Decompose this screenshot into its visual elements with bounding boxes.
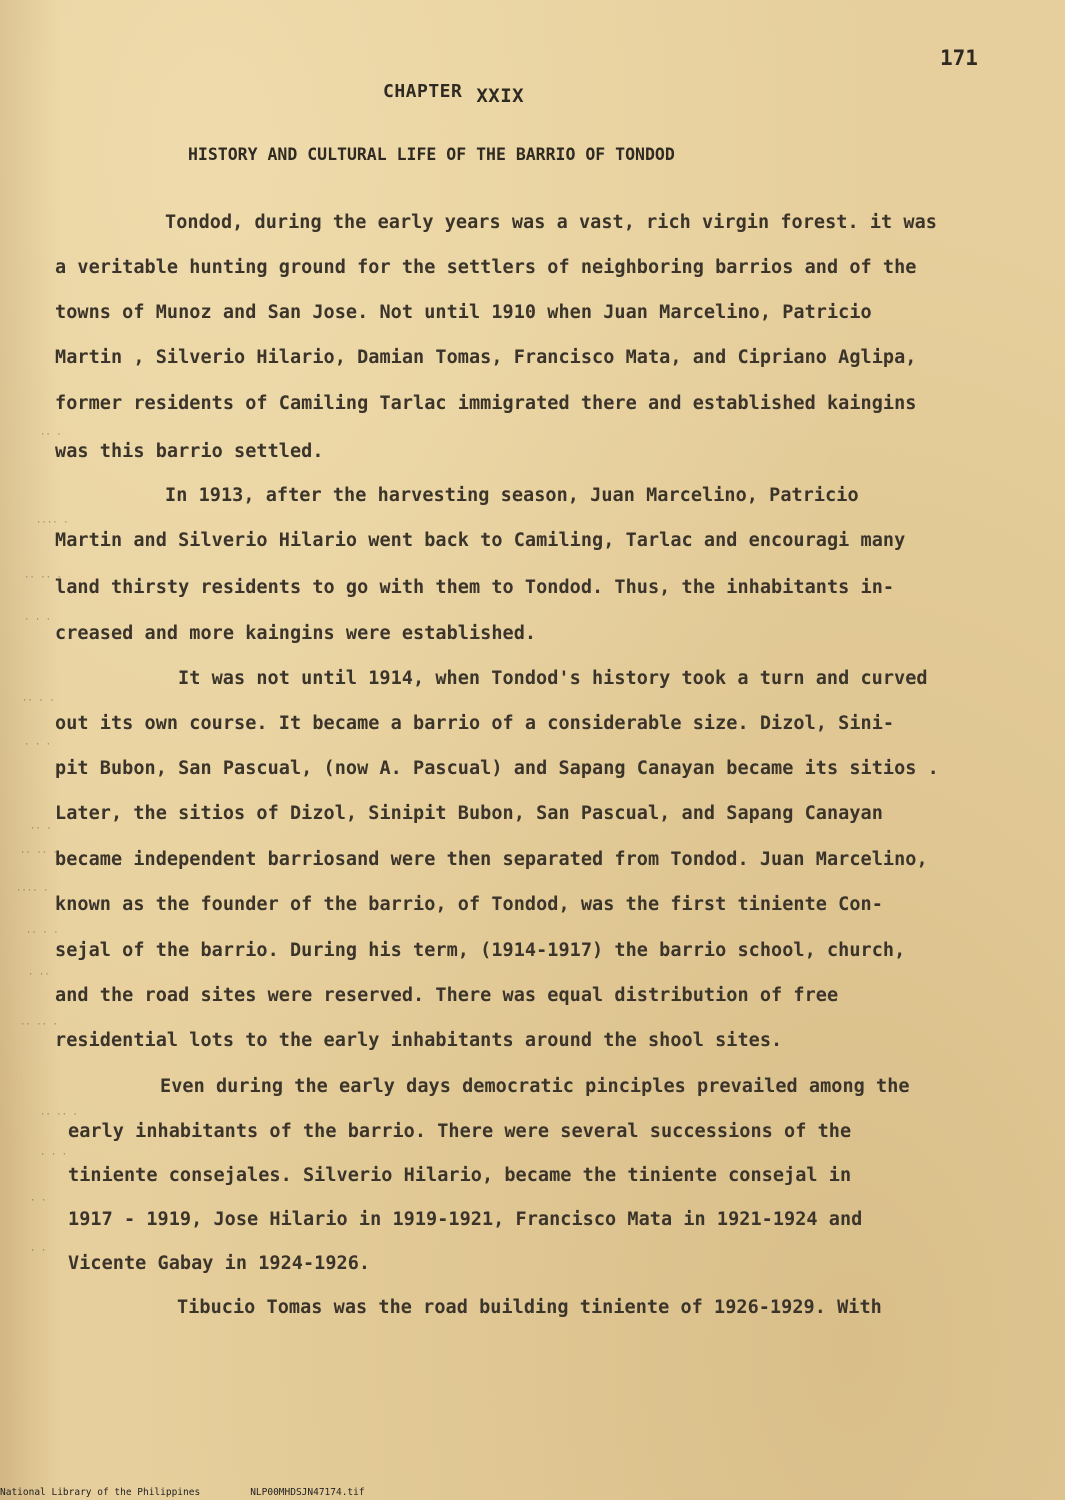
text-line: out its own course. It became a barrio of a considerable size. Dizol, Sini- <box>55 713 895 734</box>
chapter-heading <box>383 80 525 107</box>
margin-mark: ·· · · <box>22 696 55 706</box>
text-line: It was not until 1914, when Tondod's history took a turn and curved <box>178 668 928 689</box>
margin-mark: ·· ·· · <box>40 1110 78 1120</box>
margin-mark: ·· · · <box>26 928 59 938</box>
text-line: tiniente consejales. Silverio Hilario, became the tiniente consejal in <box>68 1165 852 1186</box>
margin-mark: · · <box>30 1196 47 1206</box>
scan-footer <box>0 1487 365 1498</box>
margin-mark: · · · <box>24 740 52 750</box>
text-line: towns of Munoz and San Jose. Not until 1910 when Juan Marcelino, Patricio <box>55 302 872 323</box>
document-title: HISTORY AND CULTURAL LIFE OF THE BARRIO OF TONDOD <box>188 145 675 164</box>
margin-mark: · · · <box>24 615 52 625</box>
margin-mark: · · <box>30 1246 47 1256</box>
text-line: sejal of the barrio. During his term, (1914-1917) the barrio school, church, <box>55 940 906 961</box>
text-line: Later, the sitios of Dizol, Sinipit Bubon, San Pascual, and Sapang Canayan <box>55 803 883 824</box>
text-line: 1917 - 1919, Jose Hilario in 1919-1921, Francisco Mata in 1921-1924 and <box>68 1209 863 1230</box>
chapter-number: XXIX <box>476 85 525 107</box>
text-line: known as the founder of the barrio, of Tondod, was the first tiniente Con- <box>55 894 883 915</box>
text-line: a veritable hunting ground for the settlers of neighboring barrios and of the <box>55 257 917 278</box>
margin-mark: · · · <box>40 1150 68 1160</box>
text-line: and the road sites were reserved. There was equal distribution of free <box>55 985 839 1006</box>
page-number: 171 <box>940 46 978 70</box>
margin-mark: ·· · <box>40 430 62 440</box>
text-line: creased and more kaingins were established. <box>55 623 537 644</box>
text-line: became independent barriosand were then separated from Tondod. Juan Marcelino, <box>55 849 928 870</box>
footer-file: NLP00MHDSJN47174.tif <box>250 1487 365 1498</box>
margin-mark: ···· · <box>36 518 69 528</box>
text-line: Martin and Silverio Hilario went back to Camiling, Tarlac and encouragi many <box>55 530 906 551</box>
text-line: pit Bubon, San Pascual, (now A. Pascual) and Sapang Canayan became its sitios . <box>55 758 939 779</box>
footer-library: National Library of the Philippines <box>0 1487 201 1498</box>
margin-mark: ·· ·· · <box>20 848 58 858</box>
text-line: Tondod, during the early years was a vast, rich virgin forest. it was <box>165 212 937 233</box>
margin-mark: ·· ·· · <box>24 573 62 583</box>
text-line: was this barrio settled. <box>55 441 324 462</box>
text-line: Martin , Silverio Hilario, Damian Tomas, Francisco Mata, and Cipriano Aglipa, <box>55 347 917 368</box>
text-line: Tibucio Tomas was the road building tiniente of 1926-1929. With <box>177 1297 882 1318</box>
chapter-label: CHAPTER <box>383 81 463 102</box>
text-line: Vicente Gabay in 1924-1926. <box>68 1253 371 1274</box>
margin-mark: · ·· <box>28 970 50 980</box>
text-line: residential lots to the early inhabitants around the shool sites. <box>55 1030 783 1051</box>
margin-mark: ···· · <box>16 886 49 896</box>
text-line: In 1913, after the harvesting season, Juan Marcelino, Patricio <box>165 485 859 506</box>
margin-mark: ·· ·· · <box>20 1020 58 1030</box>
text-line: former residents of Camiling Tarlac immigrated there and established kaingins <box>55 393 917 414</box>
margin-mark: ·· · <box>30 824 52 834</box>
margin-smudges <box>0 0 120 1500</box>
text-line: land thirsty residents to go with them to Tondod. Thus, the inhabitants in- <box>55 577 895 598</box>
text-line: early inhabitants of the barrio. There were several successions of the <box>68 1121 852 1142</box>
text-line: Even during the early days democratic pinciples prevailed among the <box>160 1076 910 1097</box>
